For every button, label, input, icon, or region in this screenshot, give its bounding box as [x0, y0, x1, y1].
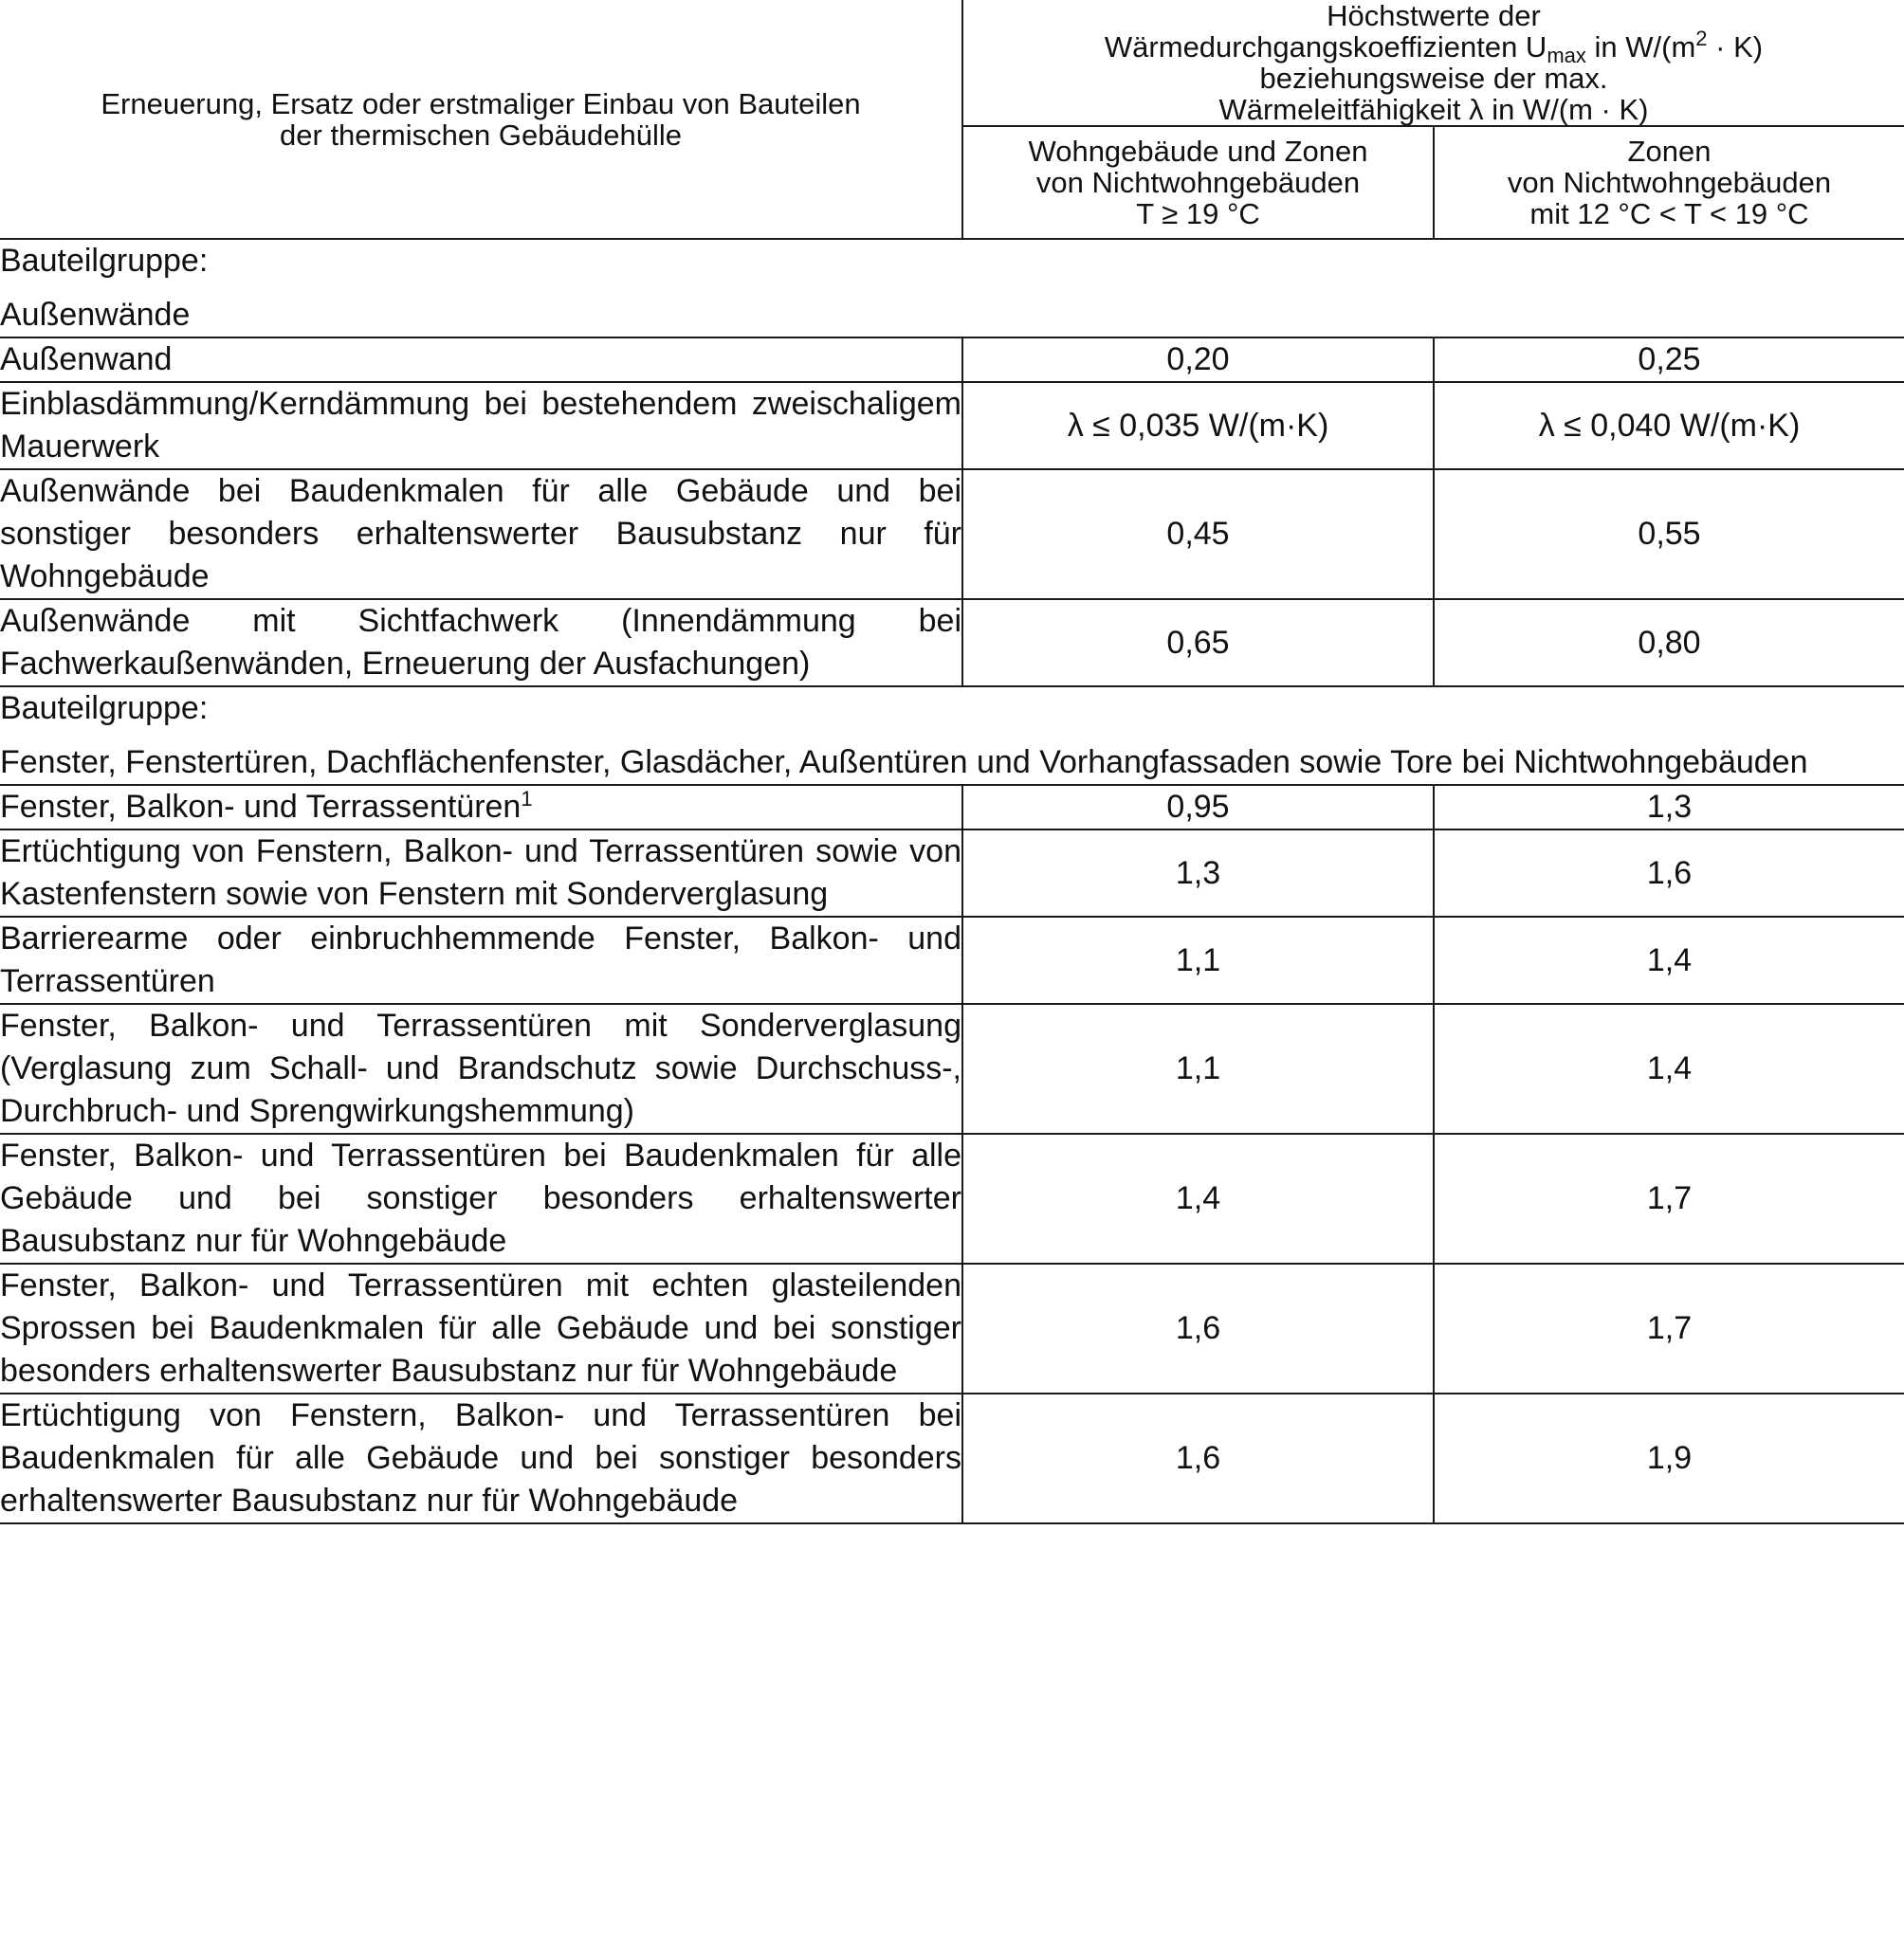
table-row	[0, 785, 1904, 829]
value-nonresidential: 1,7	[1434, 1134, 1904, 1264]
row-label: Fenster, Balkon- und Terrassentüren$^1$	[0, 785, 962, 829]
row-label: Fenster, Balkon- und Terrassentüren mit Sonderverglasung (Verglasung zum Schall- und Brandschutz sowie Durchschuss-, Durchbruch- und Sprengwirkungshemmung)	[0, 1004, 962, 1134]
row-label: Außenwände bei Baudenkmalen für alle Gebäude und bei sonstiger besonders erhaltenswerter Bausubstanz nur für Wohngebäude	[0, 469, 962, 599]
value-nonresidential: 1,4	[1434, 1004, 1904, 1134]
value-residential: 1,1	[962, 1004, 1434, 1134]
table-row	[0, 337, 1904, 382]
row-label: Ertüchtigung von Fenstern, Balkon- und Terrassentüren bei Baudenkmalen für alle Gebäude und bei sonstiger besonders erhaltenswerter Bausubstanz nur für Wohngebäude	[0, 1394, 962, 1523]
row-label: Ertüchtigung von Fenstern, Balkon- und Terrassentüren sowie von Kastenfenstern sowie von Fenstern mit Sonderverglasung	[0, 829, 962, 917]
row-label: Außenwände mit Sichtfachwerk (Innendämmung bei Fachwerkaußenwänden, Erneuerung der Ausfachungen)	[0, 599, 962, 686]
value-residential: 0,65	[962, 599, 1434, 686]
value-nonresidential: 1,6	[1434, 829, 1904, 917]
group-label: Bauteilgruppe:	[0, 243, 209, 279]
table-row	[0, 1134, 1904, 1264]
value-residential: 1,3	[962, 829, 1434, 917]
header-nonresidential: Zonen von Nichtwohngebäuden mit 12 °C < T < 19 °C	[1434, 126, 1904, 239]
header-component-description	[0, 0, 962, 239]
table-row	[0, 917, 1904, 1004]
value-nonresidential: 1,7	[1434, 1264, 1904, 1394]
header-main-line: beziehungsweise der max.	[1259, 62, 1608, 95]
group-label: Bauteilgruppe:	[0, 690, 209, 726]
footnote-marker: 1	[521, 787, 533, 811]
table-row	[0, 599, 1904, 686]
row-label: Einblasdämmung/Kerndämmung bei bestehendem zweischaligem Mauerwerk	[0, 382, 962, 469]
value-nonresidential: 1,9	[1434, 1394, 1904, 1523]
group-name: Fenster, Fenstertüren, Dachflächenfenster, Glasdächer, Außentüren und Vorhangfassaden sowie Tore bei Nichtwohngebäuden	[0, 744, 1808, 780]
header-left-line: Erneuerung, Ersatz oder erstmaliger Einbau von Bauteilen	[101, 86, 861, 120]
group-name: Außenwände	[0, 297, 191, 333]
component-group-heading	[0, 239, 1904, 337]
table-row	[0, 382, 1904, 469]
table-row	[0, 469, 1904, 599]
value-nonresidential: 0,80	[1434, 599, 1904, 686]
value-residential: 0,95	[962, 785, 1434, 829]
header-max-values	[962, 0, 1904, 126]
value-residential: 0,45	[962, 469, 1434, 599]
value-nonresidential: λ ≤ 0,040 W/(m·K)	[1434, 382, 1904, 469]
value-nonresidential: 1,3	[1434, 785, 1904, 829]
row-label: Barrierearme oder einbruchhemmende Fenster, Balkon- und Terrassentüren	[0, 917, 962, 1004]
value-residential: 1,6	[962, 1394, 1434, 1523]
row-label: Fenster, Balkon- und Terrassentüren bei Baudenkmalen für alle Gebäude und bei sonstiger besonders erhaltenswerter Bausubstanz nur für Wohngebäude	[0, 1134, 962, 1264]
value-residential: λ ≤ 0,035 W/(m·K)	[962, 382, 1434, 469]
value-nonresidential: 0,55	[1434, 469, 1904, 599]
value-residential: 1,1	[962, 917, 1434, 1004]
table-row	[0, 829, 1904, 917]
header-main-line: Wärmeleitfähigkeit λ in W/(m · K)	[1218, 93, 1649, 126]
header-left-line: der thermischen Gebäudehülle	[280, 118, 682, 152]
header-residential: Wohngebäude und Zonen von Nichtwohngebäuden T ≥ 19 °C	[962, 126, 1434, 239]
row-label: Außenwand	[0, 337, 962, 382]
header-main-line: Wärmedurchgangskoeffizienten $U_{max}$ in $W/(m^2 \cdot K)$	[1104, 27, 1764, 67]
value-residential: 1,6	[962, 1264, 1434, 1394]
table-row	[0, 1394, 1904, 1523]
value-residential: 0,20	[962, 337, 1434, 382]
table-row	[0, 1004, 1904, 1134]
value-nonresidential: 1,4	[1434, 917, 1904, 1004]
value-nonresidential: 0,25	[1434, 337, 1904, 382]
table-row	[0, 1264, 1904, 1394]
header-main-line: Höchstwerte der	[1327, 0, 1541, 32]
value-residential: 1,4	[962, 1134, 1434, 1264]
component-group-heading	[0, 686, 1904, 785]
row-label: Fenster, Balkon- und Terrassentüren mit echten glasteilenden Sprossen bei Baudenkmalen für alle Gebäude und bei sonstiger besonders erhaltenswerter Bausubstanz nur für Wohngebäude	[0, 1264, 962, 1394]
